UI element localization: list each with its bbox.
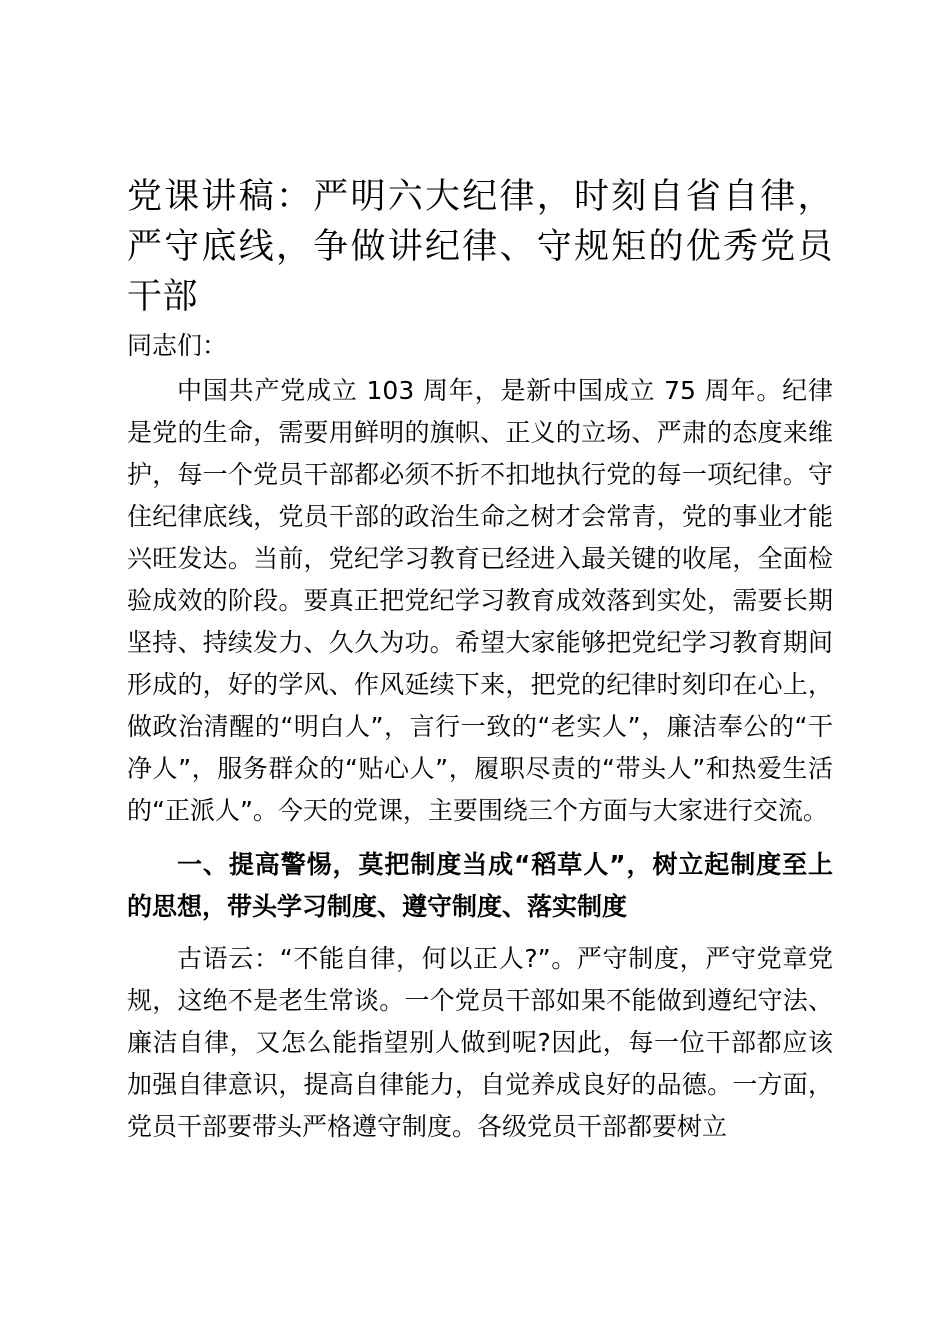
salutation: 同志们： bbox=[127, 331, 228, 360]
section-1-paragraph: 古语云：“不能自律，何以正人?”。严守制度，严守党章党规，这绝不是老生常谈。一个党员干部如果不能做到遵纪守法、廉洁自律，又怎么能指望别人做到呢?因此，每一位干部都应该加强自律意识，提高自律能力，自觉养成良好的品德。一方面，党员干部要带头严格遵守制度。各级党员干部都要树立 bbox=[127, 944, 833, 1141]
section-heading-1: 一、提高警惕，莫把制度当成“稻草人”，树立起制度至上的思想，带头学习制度、遵守制度、落实制度 bbox=[127, 850, 833, 921]
document-title: 党课讲稿：严明六大纪律，时刻自省自律，严守底线，争做讲纪律、守规矩的优秀党员干部 bbox=[127, 177, 833, 317]
document-page bbox=[127, 172, 833, 1148]
intro-paragraph: 中国共产党成立 103 周年，是新中国成立 75 周年。纪律是党的生命，需要用鲜明的旗帜、正义的立场、严肃的态度来维护，每一个党员干部都必须不折不扣地执行党的每一项纪律。守住纪律底线，党员干部的政治生命之树才会常青，党的事业才能兴旺发达。当前，党纪学习教育已经进入最关键的收尾，全面检验成效的阶段。要真正把党纪学习教育成效落到实处，需要长期坚持、持续发力、久久为功。希望大家能够把党纪学习教育期间形成的，好的学风、作风延续下来，把党的纪律时刻印在心上，做政治清醒的“明白人”，言行一致的“老实人”，廉洁奉公的“干净人”，服务群众的“贴心人”，履职尽责的“带头人”和热爱生活的“正派人”。今天的党课，主要围绕三个方面与大家进行交流。 bbox=[127, 376, 833, 825]
